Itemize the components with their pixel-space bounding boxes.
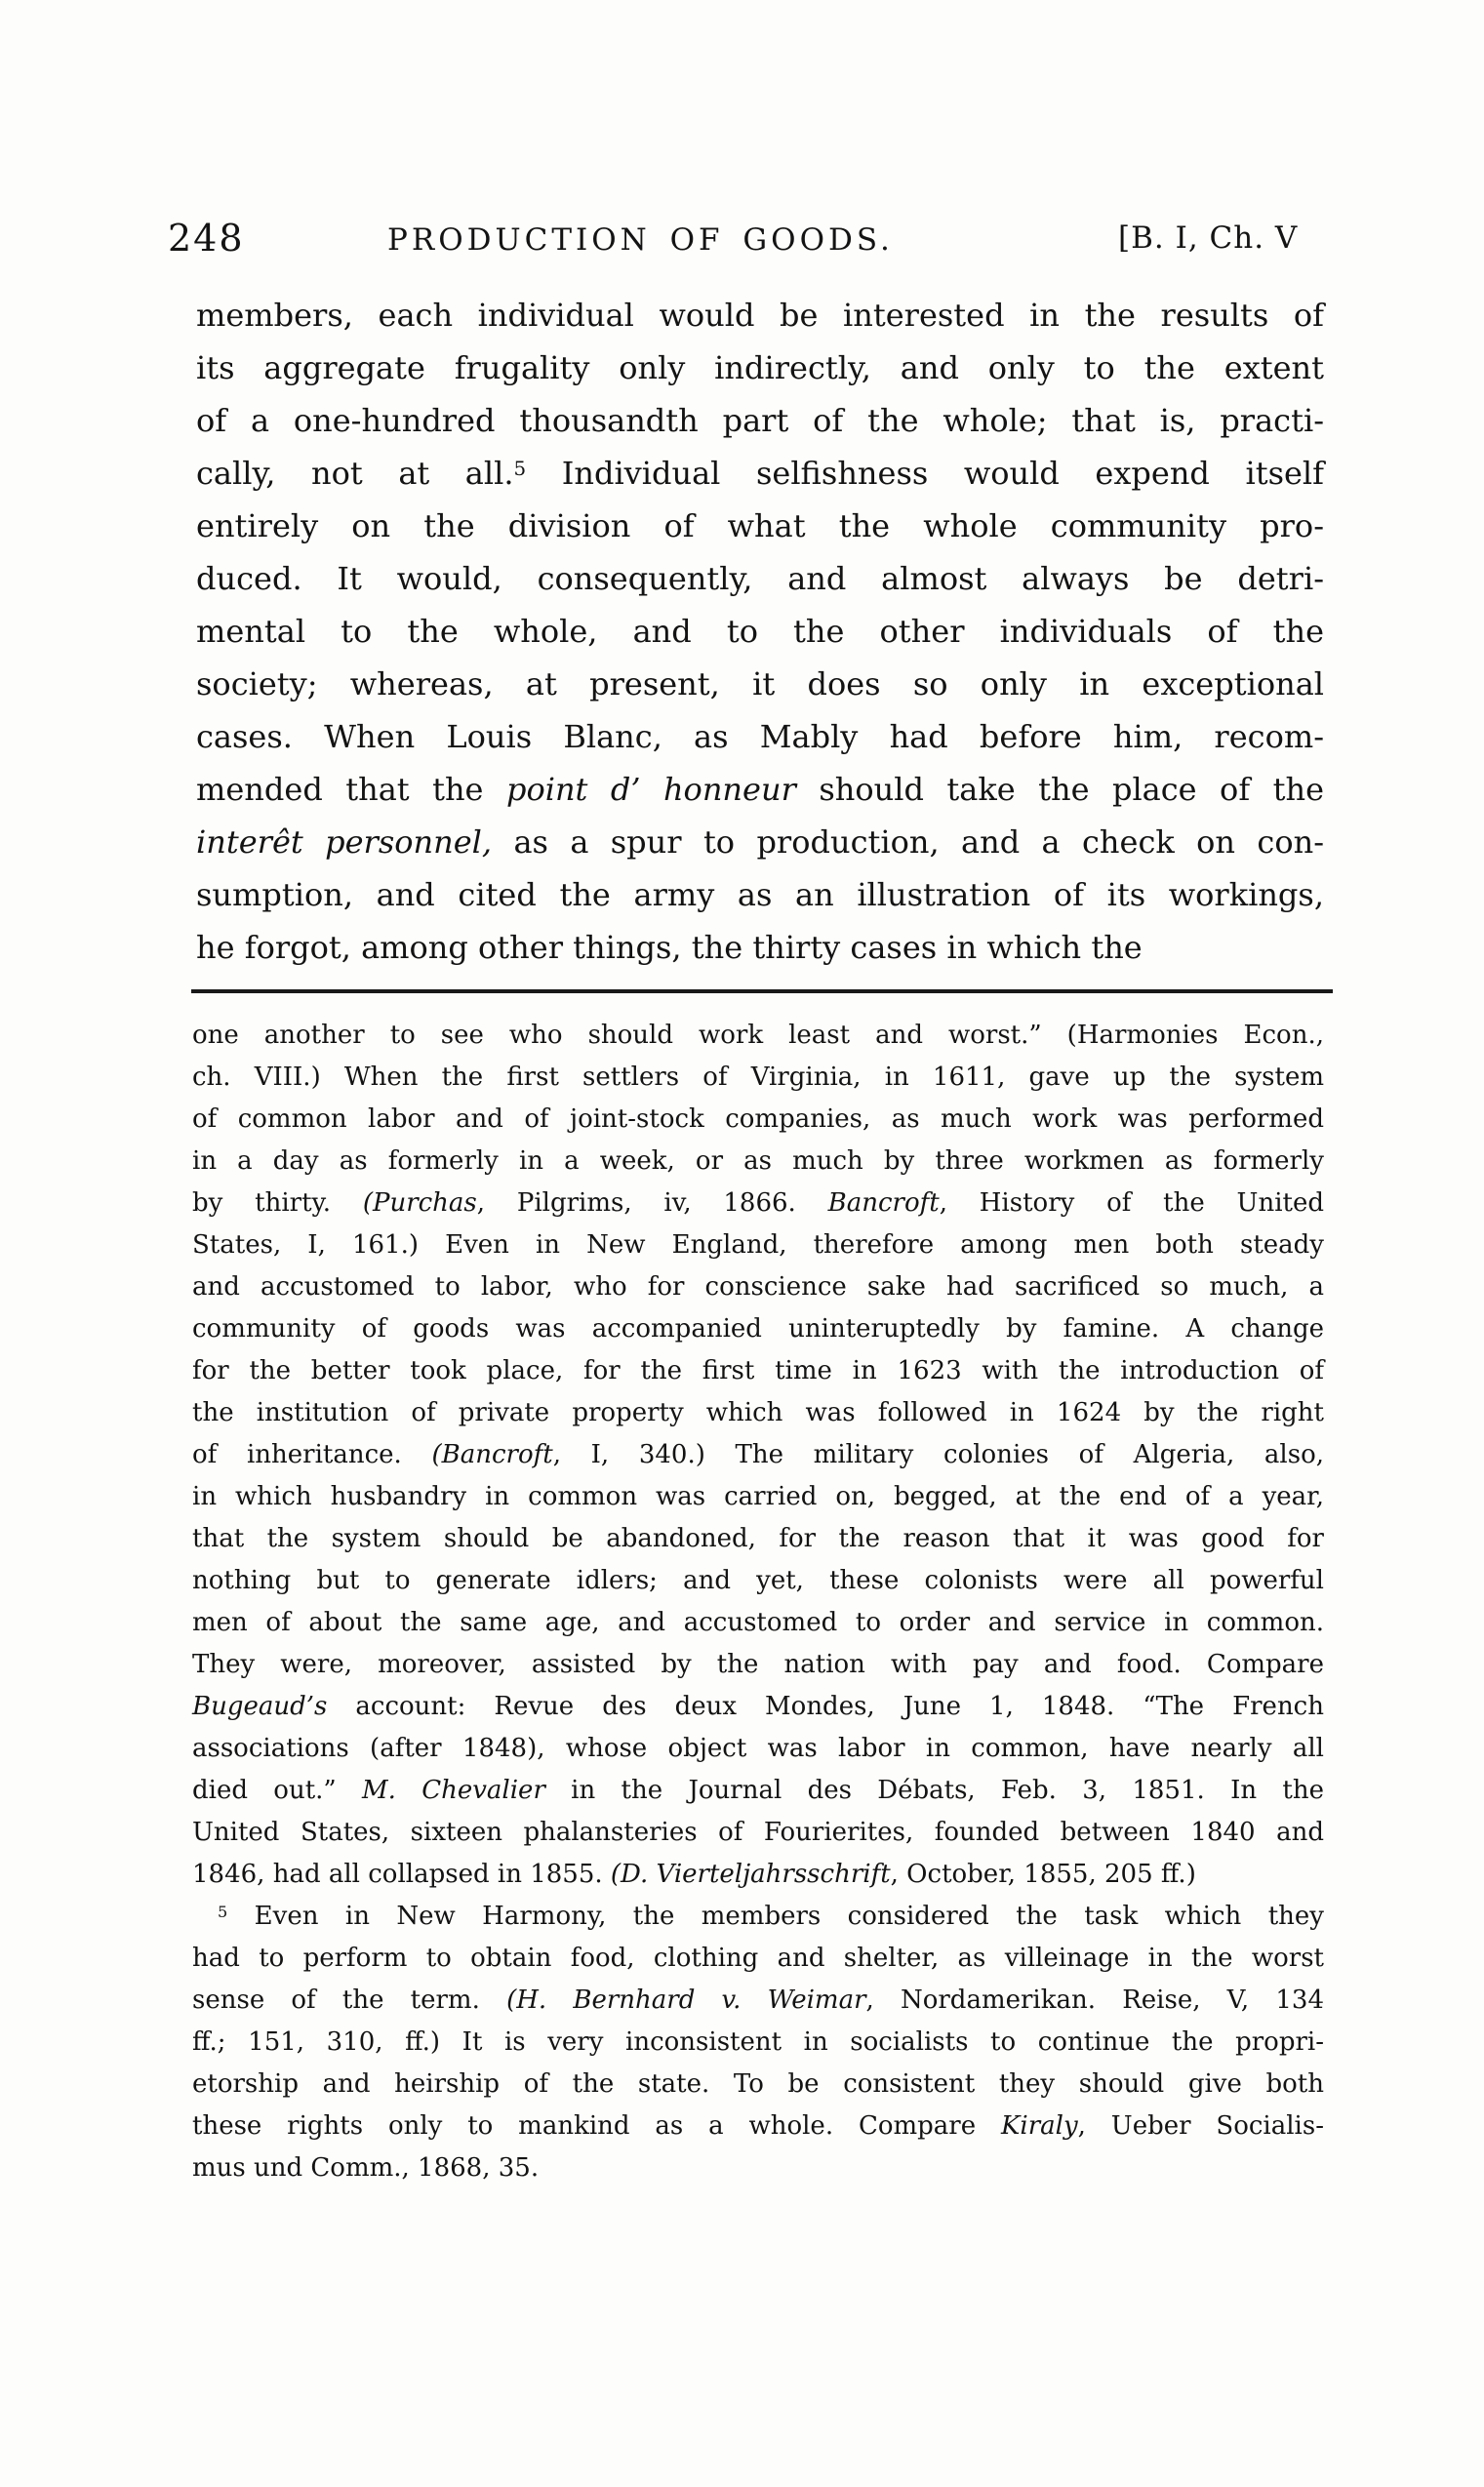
text-line: cases. When Louis Blanc, as Mably had before him, recom- (196, 718, 1324, 755)
text-line: mental to the whole, and to the other individuals of the (196, 613, 1324, 650)
text-line: United States, sixteen phalansteries of Fourierites, founded between 1840 and (192, 1818, 1324, 1847)
text-line: cally, not at all.$^5$ Individual selfishness would expend itself (196, 455, 1325, 492)
text-line: entirely on the division of what the whole community pro- (196, 507, 1324, 544)
text-line: ch. VIII.) When the first settlers of Virginia, in 1611, gave up the system (192, 1063, 1324, 1092)
text-line: 1846, had all collapsed in 1855. (D. Vierteljahrsschrift, October, 1855, 205 ff.) (192, 1860, 1196, 1889)
text-line: these rights only to mankind as a whole. Compare Kiraly, Ueber Socialis- (192, 2111, 1324, 2141)
text-line: and accustomed to labor, who for conscience sake had sacrificed so much, a (192, 1272, 1324, 1302)
text-line: community of goods was accompanied uninteruptedly by famine. A change (192, 1314, 1324, 1344)
text-line: interêt personnel, as a spur to production, and a check on con- (196, 823, 1325, 861)
text-line: died out.” M. Chevalier in the Journal des Débats, Feb. 3, 1851. In the (192, 1776, 1324, 1805)
text-line: duced. It would, consequently, and almost always be detri- (196, 560, 1324, 597)
text-line: of common labor and of joint-stock companies, as much work was performed (192, 1104, 1324, 1134)
text-line: $^5$ Even in New Harmony, the members considered the task which they (218, 1902, 1324, 1931)
text-line: associations (after 1848), whose object was labor in common, have nearly all (192, 1734, 1324, 1763)
text-line: the institution of private property which was followed in 1624 by the right (192, 1398, 1324, 1427)
text-line: by thirty. (Purchas, Pilgrims, iv, 1866. Bancroft, History of the United (192, 1188, 1325, 1218)
text-line: Bugeaud’s account: Revue des deux Mondes, June 1, 1848. “The French (192, 1692, 1324, 1721)
footnote-continuation (192, 1015, 1324, 1896)
text-line: of a one-hundred thousandth part of the whole; that is, practi- (196, 402, 1324, 439)
text-line: for the better took place, for the first time in 1623 with the introduction of (192, 1356, 1324, 1385)
text-line: in which husbandry in common was carried on, begged, at the end of a year, (192, 1482, 1324, 1511)
text-line: society; whereas, at present, it does so only in exceptional (196, 665, 1324, 702)
text-line: ff.; 151, 310, ff.) It is very inconsistent in socialists to continue the propri- (192, 2027, 1324, 2057)
text-line: members, each individual would be interested in the results of (196, 297, 1324, 334)
text-line: States, I, 161.) Even in New England, therefore among men both steady (192, 1230, 1324, 1260)
text-line: mus und Comm., 1868, 35. (192, 2153, 540, 2183)
text-line: sense of the term. (H. Bernhard v. Weimar, Nordamerikan. Reise, V, 134 (192, 1986, 1324, 2015)
text-line: They were, moreover, assisted by the nation with pay and food. Compare (192, 1650, 1324, 1679)
text-line: in a day as formerly in a week, or as much by three workmen as formerly (192, 1146, 1324, 1176)
running-title: PRODUCTION OF GOODS. (387, 222, 894, 258)
footnote-divider-rule (191, 989, 1333, 993)
footnote-5 (192, 1896, 1324, 2189)
chapter-reference: [B. I, Ch. V (1118, 221, 1299, 256)
body-paragraph (196, 289, 1324, 974)
text-line: he forgot, among other things, the thirty cases in which the (196, 929, 1143, 966)
page-number: 248 (168, 217, 245, 260)
text-line: that the system should be abandoned, for the reason that it was good for (192, 1524, 1324, 1553)
text-line: mended that the point d’ honneur should take the place of the (196, 771, 1325, 808)
text-line: one another to see who should work least and worst.” (Harmonies Econ., (192, 1021, 1324, 1050)
text-line: of inheritance. (Bancroft, I, 340.) The military colonies of Algeria, also, (192, 1440, 1324, 1469)
text-line: its aggregate frugality only indirectly, and only to the extent (196, 349, 1324, 386)
text-line: had to perform to obtain food, clothing and shelter, as villeinage in the worst (192, 1944, 1324, 1973)
footnote-section (192, 1015, 1324, 2189)
text-line: sumption, and cited the army as an illustration of its workings, (196, 876, 1324, 913)
text-line: nothing but to generate idlers; and yet, these colonists were all powerful (192, 1566, 1324, 1595)
text-line: men of about the same age, and accustomed to order and service in common. (192, 1608, 1324, 1637)
text-line: etorship and heirship of the state. To be consistent they should give both (192, 2069, 1324, 2099)
